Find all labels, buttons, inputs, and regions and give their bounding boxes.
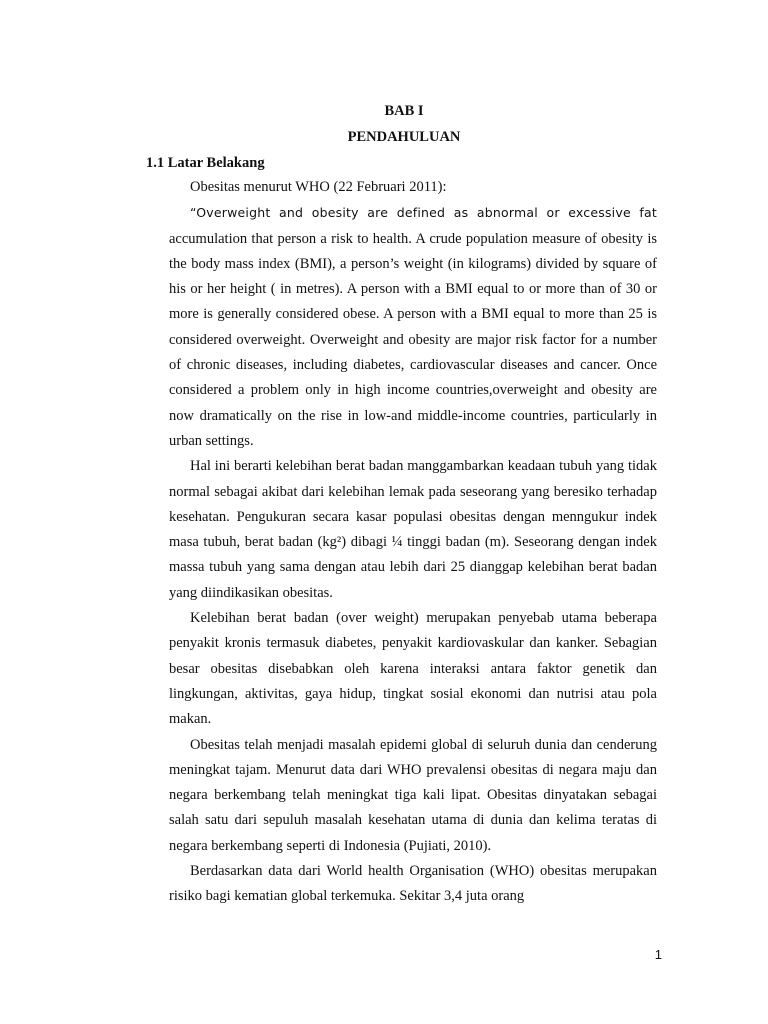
- chapter-heading: BAB I: [384, 103, 424, 119]
- quote-continuation: accumulation that person a risk to health. A crude population measure of obesity is the body mass index (BMI), a person’s weight (in kilograms) divided by square of his or her height ( in metres). A person with a BMI equal to or more than of 30 or more is generally considered obese. A person with a BMI equal to more than 25 is considered overweight. Overweight and obesity are major risk factor for a number of chronic diseases, including diabetes, cardiovascular diseases and cancer. Once considered a problem only in high income countries,overweight and obesity are now dramatically on the rise in low-and middle-income countries, particularly in urban settings.: [169, 230, 657, 449]
- page-number: 1: [654, 947, 662, 962]
- body-paragraph: Kelebihan berat badan (over weight) merupakan penyebab utama beberapa penyakit kronis termasuk diabetes, penyakit kardiovaskular dan kanker. Sebagian besar obesitas disebabkan oleh karena interaksi antara faktor genetik dan lingkungan, aktivitas, gaya hidup, tingkat sosial ekonomi dan nutrisi atau pola makan.: [169, 610, 657, 728]
- chapter-title: PENDAHULUAN: [347, 129, 461, 145]
- quote-paragraph: [169, 200, 657, 454]
- body-text: [169, 175, 657, 910]
- body-paragraph: Hal ini berarti kelebihan berat badan manggambarkan keadaan tubuh yang tidak normal sebagai akibat dari kelebihan lemak pada seseorang yang beresiko terhadap kesehatan. Pengukuran secara kasar populasi obesitas dengan menngukur indek masa tubuh, berat badan (kg²) dibagi ¼ tinggi badan (m). Seseorang dengan indek massa tubuh yang sama dengan atau lebih dari 25 dianggap kelebihan berat badan yang diindikasikan obesitas.: [169, 458, 657, 601]
- body-paragraph: Obesitas telah menjadi masalah epidemi global di seluruh dunia dan cenderung meningkat tajam. Menurut data dari WHO prevalensi obesitas di negara maju dan negara berkembang telah meningkat tiga kali lipat. Obesitas dinyatakan sebagai salah satu dari sepuluh masalah kesehatan utama di dunia dan kelima teratas di negara berkembang seperti di Indonesia (Pujiati, 2010).: [169, 736, 657, 854]
- intro-paragraph: Obesitas menurut WHO (22 Februari 2011):: [190, 179, 447, 195]
- section-heading: 1.1 Latar Belakang: [146, 155, 265, 171]
- body-paragraph: Berdasarkan data dari World health Organisation (WHO) obesitas merupakan risiko bagi kematian global terkemuka. Sekitar 3,4 juta orang: [169, 863, 657, 905]
- quote-first-line: “Overweight and obesity are defined as abnormal or excessive fat: [190, 205, 657, 221]
